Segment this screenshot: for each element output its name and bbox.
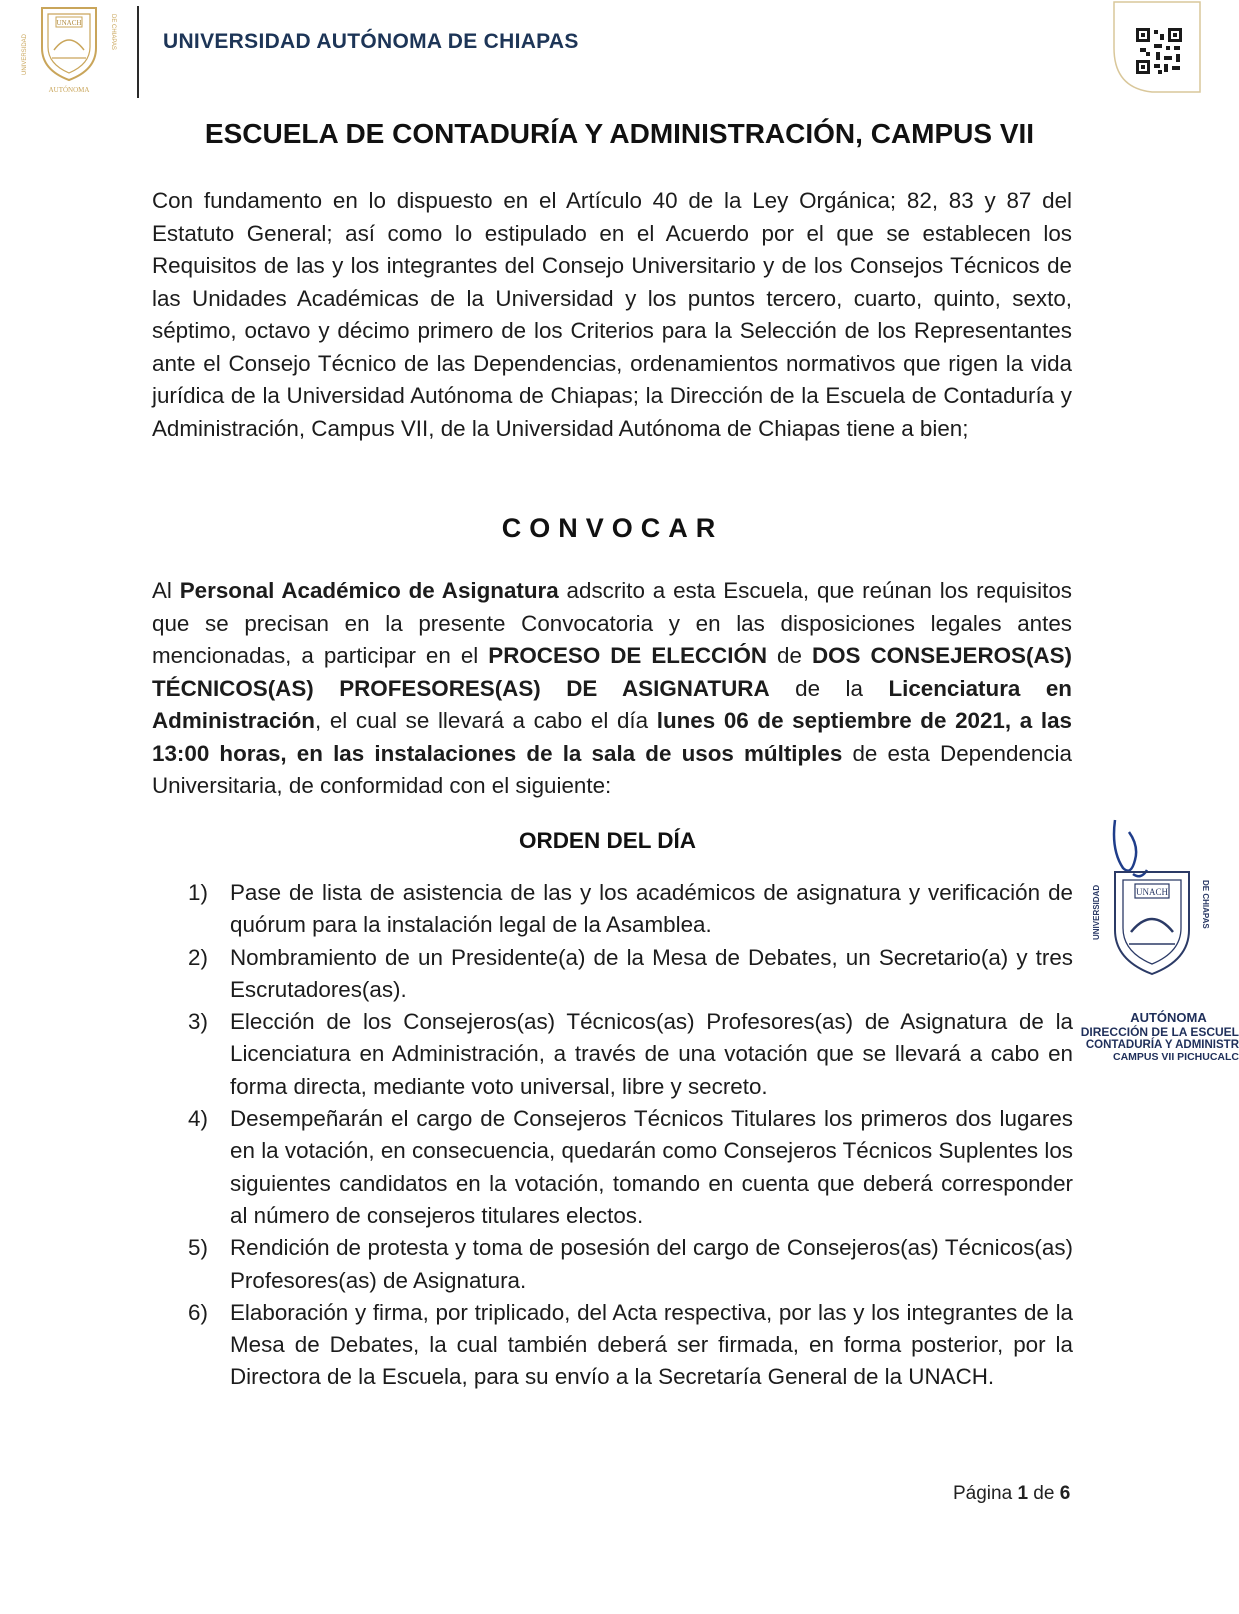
agenda-item-number: 4) [188, 1106, 208, 1132]
call-bold-positions: DOS CONSEJEROS(AS) TÉCNICOS(AS) PROFESORES(AS) DE ASIGNATURA [152, 643, 1073, 701]
agenda-item-text: Rendición de protesta y toma de posesión del cargo de Consejeros(as) Técnicos(as) Profesores(as) de Asignatura. [230, 1235, 1073, 1293]
page-title: ESCUELA DE CONTADURÍA Y ADMINISTRACIÓN, CAMPUS VII [204, 118, 1035, 149]
agenda-item-text: Pase de lista de asistencia de las y los académicos de asignatura y verificación de quórum para la instalación legal de la Asamblea. [230, 880, 1073, 938]
logo-text-universidad: UNIVERSIDAD [22, 33, 28, 75]
official-seal [1085, 810, 1239, 1020]
logo-text-autonoma: AUTÓNOMA [48, 86, 90, 94]
seal-emblem-universidad: UNIVERSIDAD [1092, 884, 1101, 940]
call-text: Al [152, 578, 180, 603]
seal-text [1070, 1010, 1239, 1063]
page-number-prefix: Página [953, 1483, 1018, 1504]
agenda-item-text: Elaboración y firma, por triplicado, del Acta respectiva, por las y los integrantes de la Mesa de Debates, la cual también deberá ser firmada, en forma posterior, por la Directora de la Escuela, para su envío a la Secretaría General de la UNACH. [230, 1299, 1073, 1390]
agenda-item-text: Nombramiento de un Presidente(a) de la Mesa de Debates, un Secretario(a) y tres Escrutadores(as). [230, 944, 1073, 1002]
page-number-current: 1 [1017, 1483, 1029, 1504]
agenda-item [188, 1006, 1073, 1103]
agenda-item [188, 877, 1073, 942]
seal-line: CAMPUS VII PICHUCALC [1112, 1051, 1239, 1063]
agenda-item-number: 1) [188, 880, 208, 905]
logo-text-unach: UNACH [56, 19, 82, 27]
seal-emblem-chiapas: DE CHIAPAS [1201, 880, 1210, 929]
call-text: , el cual se llevará a cabo el día [314, 708, 657, 733]
agenda-heading: ORDEN DEL DÍA [518, 828, 697, 853]
agenda-list [188, 877, 1073, 1394]
agenda-item-number: 6) [188, 1299, 208, 1325]
seal-line: CONTADURÍA Y ADMINISTR [1085, 1039, 1239, 1051]
university-name: UNIVERSIDAD AUTÓNOMA DE CHIAPAS [163, 30, 579, 53]
agenda-item-number: 5) [188, 1235, 208, 1261]
page-number [953, 1483, 1070, 1505]
agenda-item-text: Elección de los Consejeros(as) Técnicos(as) Profesores(as) de Asignatura de la Licenciatura en Administración, a través de una votación que se llevará a cabo en forma directa, mediante voto universal, libre y secreto. [230, 1009, 1073, 1099]
call-paragraph [152, 575, 1072, 803]
call-bold-process: PROCESO DE ELECCIÓN [488, 643, 768, 668]
agenda-item [188, 1103, 1073, 1232]
university-logo [14, 0, 124, 95]
preamble-paragraph: Con fundamento en lo dispuesto en el Artículo 40 de la Ley Orgánica; 82, 83 y 87 del Estatuto General; así como lo estipulado en el Acuerdo por el que se establecen los Requisitos de las y los integrantes del Consejo Universitario y de los Consejos Técnicos de las Unidades Académicas de la Universidad y los puntos tercero, cuarto, quinto, sexto, séptimo, octavo y décimo primero de los Criterios para la Selección de los Representantes ante el Consejo Técnico de las Dependencias, ordenamientos normativos que rigen la vida jurídica de la Universidad Autónoma de Chiapas; la Dirección de la Escuela de Contaduría y Administración, Campus VII, de la Universidad Autónoma de Chiapas tiene a bien; [152, 188, 1072, 441]
agenda-item [188, 1232, 1073, 1297]
page-number-total: 6 [1059, 1483, 1071, 1504]
call-bold-audience: Personal Académico de Asignatura [179, 578, 559, 603]
logo-text-chiapas: DE CHIAPAS [110, 14, 116, 50]
call-text: de la [769, 675, 889, 701]
call-text: de [767, 643, 812, 668]
agenda-item [188, 942, 1073, 1007]
convocar-heading: CONVOCAR [501, 513, 724, 543]
seal-emblem-unach: UNACH [1135, 887, 1169, 897]
agenda-item-number: 3) [188, 1009, 208, 1035]
page-number-separator: de [1028, 1483, 1060, 1504]
qr-code-icon [1112, 0, 1202, 94]
agenda-item-text: Desempeñarán el cargo de Consejeros Técnicos Titulares los primeros dos lugares en la votación, en consecuencia, quedarán como Consejeros Técnicos Suplentes los siguientes candidatos en la votación, tomando en cuenta que deberá corresponder al número de consejeros titulares electos. [230, 1106, 1073, 1228]
agenda-item-number: 2) [188, 944, 208, 970]
seal-line: DIRECCIÓN DE LA ESCUEL [1080, 1025, 1239, 1039]
call-text: de esta Dependencia Universitaria, de conformidad con el siguiente: [152, 740, 1072, 798]
call-bold-program: Licenciatura en Administración [152, 675, 1072, 733]
seal-line: AUTÓNOMA [1130, 1010, 1207, 1025]
call-text: adscrito a esta Escuela, que reúnan los requisitos que se precisan en la presente Convocatoria y en las disposiciones legales antes mencionadas, a participar en el [152, 578, 1072, 668]
agenda-item [188, 1297, 1073, 1394]
signature-mark [1114, 820, 1147, 876]
header-divider [137, 6, 139, 98]
call-bold-date-place: lunes 06 de septiembre de 2021, a las 13:00 horas, en las instalaciones de la sala de usos múltiples [152, 708, 1072, 766]
